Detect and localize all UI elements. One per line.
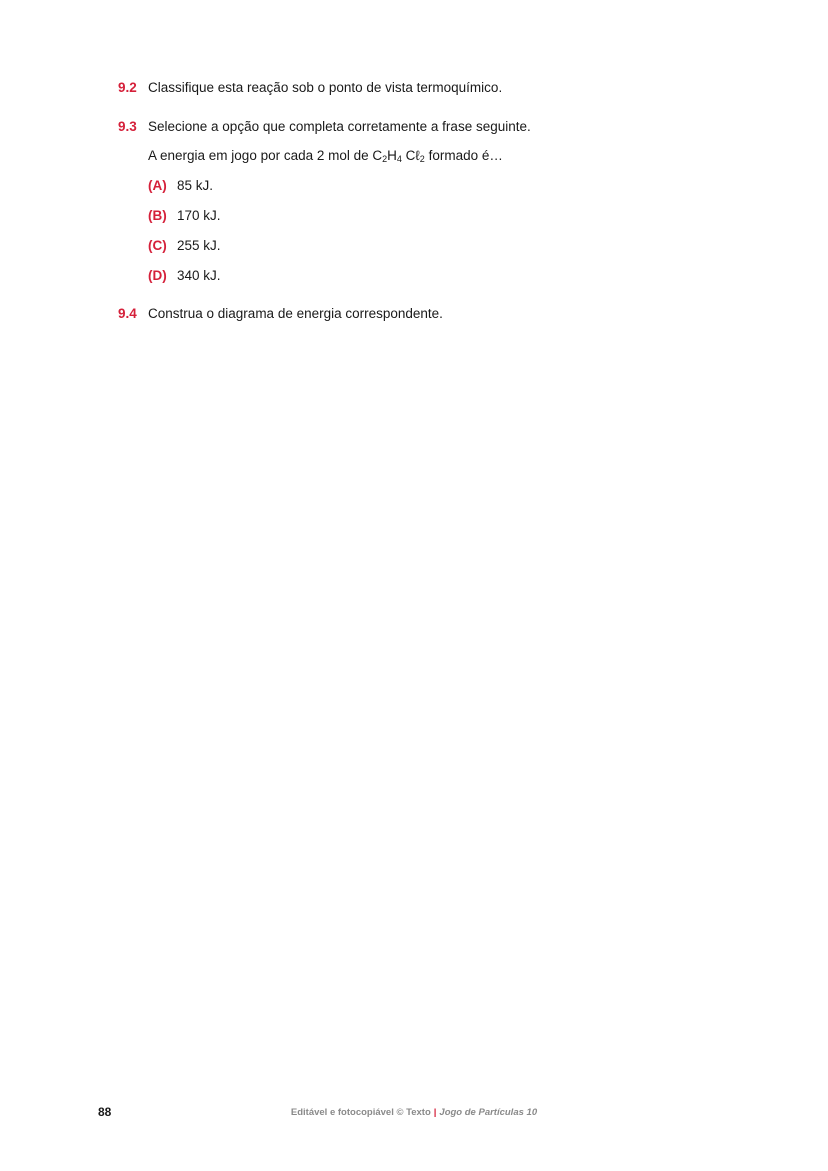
option-text: 170 kJ. [177, 208, 221, 223]
option-text: 340 kJ. [177, 268, 221, 283]
footer-book-title: Jogo de Partículas 10 [439, 1107, 538, 1118]
option-d [148, 267, 221, 285]
option-b [148, 207, 221, 225]
question-statement [148, 147, 503, 168]
question-number: 9.3 [118, 119, 137, 134]
option-text: 255 kJ. [177, 238, 221, 253]
subscript: 2 [382, 154, 388, 164]
statement-prefix: A energia em jogo por cada 2 mol de C [148, 148, 383, 163]
option-c [148, 237, 221, 255]
question-number: 9.2 [118, 80, 137, 95]
question-number: 9.4 [118, 306, 137, 321]
question-text: Selecione a opção que completa corretamente a frase seguinte. [148, 119, 531, 134]
question-9-3 [118, 118, 531, 136]
question-text: Classifique esta reação sob o ponto de vista termoquímico. [148, 80, 503, 95]
option-letter: (A) [148, 178, 167, 193]
subscript: 2 [419, 154, 425, 164]
statement-suffix: formado é… [424, 148, 503, 163]
footer [0, 1107, 828, 1118]
option-letter: (D) [148, 268, 167, 283]
question-text: Construa o diagrama de energia correspondente. [148, 306, 443, 321]
subscript: 4 [396, 154, 402, 164]
option-text: 85 kJ. [177, 178, 214, 193]
option-letter: (C) [148, 238, 167, 253]
option-a [148, 177, 213, 195]
footer-copyright: Editável e fotocopiável © Texto [290, 1107, 431, 1118]
footer-separator: | [433, 1107, 437, 1118]
page-number: 88 [98, 1105, 112, 1119]
question-9-2 [118, 79, 502, 97]
statement-formula-part: H [387, 148, 397, 163]
statement-formula-part: Cℓ [401, 148, 420, 163]
option-letter: (B) [148, 208, 167, 223]
question-9-4 [118, 305, 443, 323]
